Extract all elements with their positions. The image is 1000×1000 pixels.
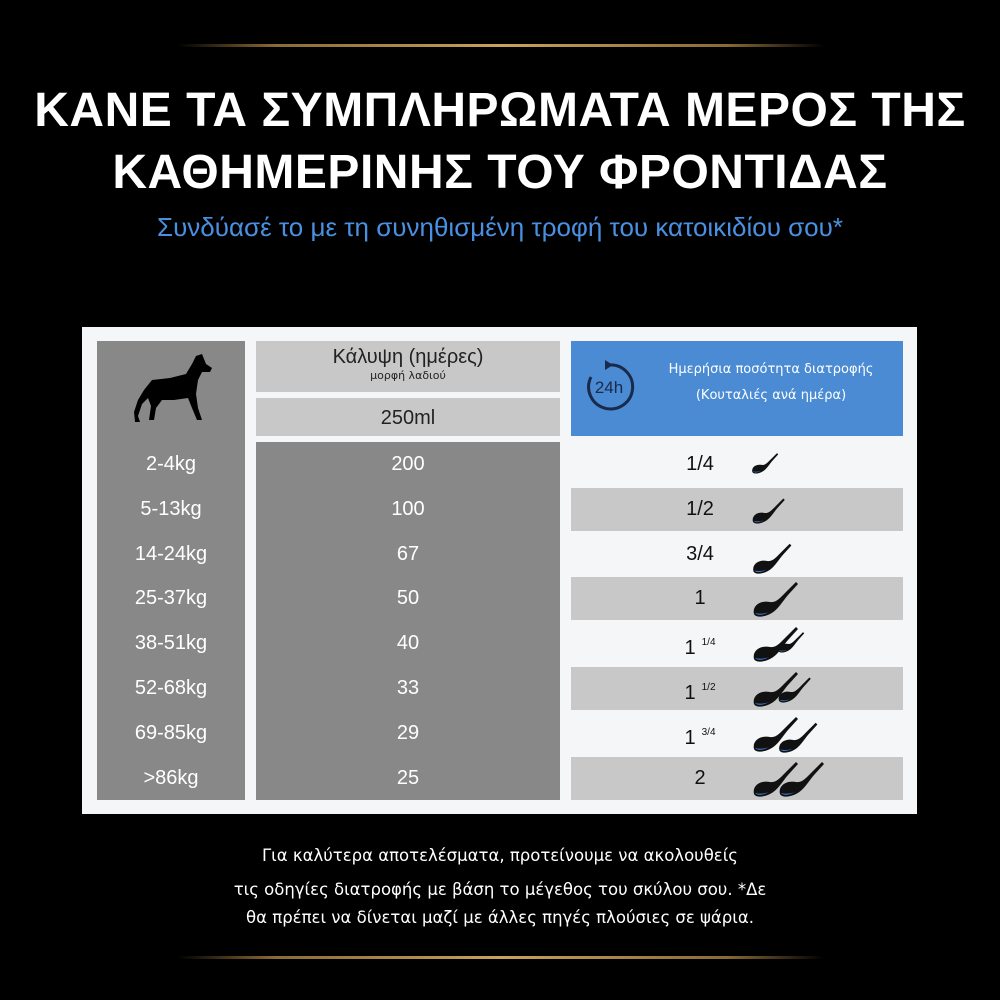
weight-cell: 38-51kg <box>134 632 208 655</box>
days-column <box>256 442 560 800</box>
days-cell: 40 <box>396 632 420 655</box>
amount-value: 3/4 <box>686 542 714 565</box>
days-cell: 29 <box>396 721 420 744</box>
spoon-icon <box>750 578 850 622</box>
amount-cell <box>650 676 750 705</box>
footer-line-1: Για καλύτερα αποτελέσματα, προτείνουμε να ακολουθείς <box>261 846 738 865</box>
daily-amount-title: Ημερήσια ποσότητα διατροφής <box>668 362 874 377</box>
coverage-subtitle: μορφή λαδιού <box>370 369 446 382</box>
amount-cell <box>650 721 750 750</box>
amount-value: 1 <box>684 637 696 660</box>
bottom-gold-divider <box>178 956 824 959</box>
footer-line-2: τις οδηγίες διατροφής με βάση το μέγεθος του σκύλου σου. *Δε <box>233 880 767 899</box>
volume-header: 250ml <box>256 398 560 436</box>
amount-fraction: 1/4 <box>701 637 716 649</box>
days-cell: 200 <box>391 453 425 475</box>
spoon-icon <box>750 713 850 757</box>
weight-cell: >86kg <box>143 766 199 789</box>
amount-cell <box>650 766 750 790</box>
spoon-icon <box>750 668 850 712</box>
amount-fraction: 1/2 <box>701 682 716 693</box>
spoon-icon <box>750 534 850 578</box>
spoon-icon <box>750 758 850 802</box>
weight-cell: 52-68kg <box>134 677 208 699</box>
amount-value: 1 <box>694 587 706 610</box>
amount-fraction: 3/4 <box>701 726 716 738</box>
days-cell: 25 <box>396 766 420 789</box>
clock-24h-icon <box>581 359 637 415</box>
subheadline: Συνδύασέ το με τη συνηθισμένη τροφή του κατοικιδίου σου* <box>157 212 843 242</box>
amount-value: 1/2 <box>686 497 714 520</box>
footer-line-3: θα πρέπει να δίνεται μαζί με άλλες πηγές πλούσιες σε ψάρια. <box>246 908 754 927</box>
days-cell: 67 <box>396 542 420 565</box>
amount-value: 1 <box>684 726 696 749</box>
daily-amount-header <box>571 341 903 436</box>
coverage-title: Κάλυψη (ημέρες) <box>332 346 484 368</box>
amount-value: 1/4 <box>686 453 714 475</box>
amount-cell <box>650 586 750 610</box>
clock-label: 24h <box>594 378 624 397</box>
amount-cell <box>650 452 750 476</box>
amount-cell <box>650 631 750 660</box>
weight-cell: 5-13kg <box>140 497 202 520</box>
dog-silhouette-icon <box>130 350 216 425</box>
daily-amount-subtitle: (Κουταλιές ανά ημέρα) <box>695 388 847 403</box>
spoon-icon <box>750 623 850 667</box>
headline-line-1: ΚΑΝΕ ΤΑ ΣΥΜΠΛΗΡΩΜΑΤΑ ΜΕΡΟΣ ΤΗΣ <box>34 84 966 137</box>
weight-cell: 69-85kg <box>134 721 208 744</box>
coverage-header <box>256 341 560 392</box>
days-cell: 50 <box>396 587 420 610</box>
amount-cell <box>650 497 750 521</box>
amount-value: 2 <box>694 766 706 789</box>
spoon-icon <box>750 444 850 488</box>
amount-value: 1 <box>684 682 696 704</box>
spoon-icon <box>750 489 850 533</box>
top-gold-divider <box>178 44 824 47</box>
days-cell: 100 <box>391 497 425 520</box>
amount-cell <box>650 542 750 566</box>
days-cell: 33 <box>396 677 420 699</box>
weight-cell: 25-37kg <box>134 587 208 610</box>
weight-cell: 2-4kg <box>145 453 197 475</box>
headline-line-2: ΚΑΘΗΜΕΡΙΝΗΣ ΤΟΥ ΦΡΟΝΤΙΔΑΣ <box>112 146 888 199</box>
weight-cell: 14-24kg <box>134 542 208 565</box>
